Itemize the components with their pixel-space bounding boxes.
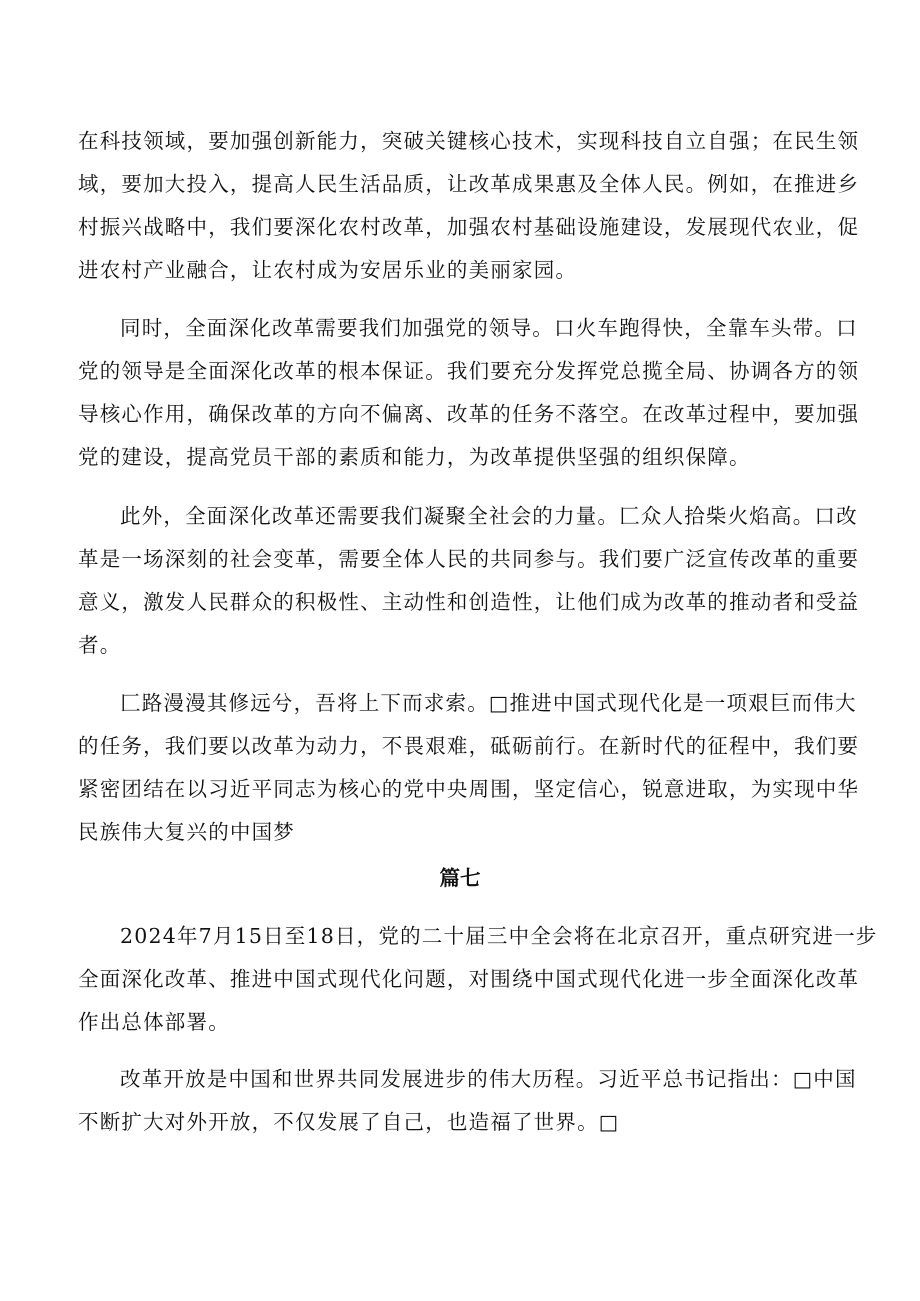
text-line: 紧密团结在以习近平同志为核心的党中央周围，坚定信心，锐意进取，为实现中华 [78,777,860,801]
text-line: 进农村产业融合，让农村成为安居乐业的美丽家园。 [78,258,578,282]
text-line: 者。 [78,633,122,657]
paragraph-1 [78,120,860,292]
text-line: 匚路漫漫其修远兮，吾将上下而求索。□推进中国式现代化是一项艰巨而伟大 [120,691,857,715]
text-line: 同时，全面深化改革需要我们加强党的领导。口火车跑得快，全靠车头带。口 [120,316,858,340]
text-line: 改革开放是中国和世界共同发展进步的伟大历程。习近平总书记指出：□中国 [120,1067,857,1091]
text-line: 导核心作用，确保改革的方向不偏离、改革的任务不落空。在改革过程中，要加强 [78,402,860,426]
text-line: 的任务，我们要以改革为动力，不畏艰难，砥砺前行。在新时代的征程中，我们要 [78,734,860,758]
text-line: 域，要加大投入，提高人民生活品质，让改革成果惠及全体人民。例如，在推进乡 [78,172,860,196]
text-line: 民族伟大复兴的中国梦 [78,820,295,844]
text-line: 作出总体部署。 [78,1010,230,1034]
text-line: 在科技领域，要加强创新能力，突破关键核心技术，实现科技自立自强；在民生领 [78,129,860,153]
section-paragraph-2 [78,1058,857,1144]
paragraph-2 [78,307,860,479]
text-line: 革是一场深刻的社会变革，需要全体人民的共同参与。我们要广泛宣传改革的重要 [78,547,860,571]
section-heading: 篇七 [439,866,481,890]
text-line: 意义，激发人民群众的积极性、主动性和创造性，让他们成为改革的推动者和受益 [78,590,860,614]
text-line: 不断扩大对外开放，不仅发展了自己，也造福了世界。□ [78,1110,620,1134]
text-line: 党的建设，提高党员干部的素质和能力，为改革提供坚强的组织保障。 [78,445,751,469]
section-paragraph-1 [78,915,878,1044]
text-line: 2024年7月15日至18日，党的二十届三中全会将在北京召开，重点研究进一步 [120,924,878,948]
text-line: 全面深化改革、推进中国式现代化问题，对围绕中国式现代化进一步全面深化改革 [78,967,860,991]
paragraph-3 [78,495,860,667]
text-line: 党的领导是全面深化改革的根本保证。我们要充分发挥党总揽全局、协调各方的领 [78,359,860,383]
paragraph-4 [78,682,860,854]
text-line: 此外，全面深化改革还需要我们凝聚全社会的力量。匚众人拾柴火焰高。口改 [120,504,858,528]
text-line: 村振兴战略中，我们要深化农村改革，加强农村基础设施建设，发展现代农业，促 [78,215,860,239]
